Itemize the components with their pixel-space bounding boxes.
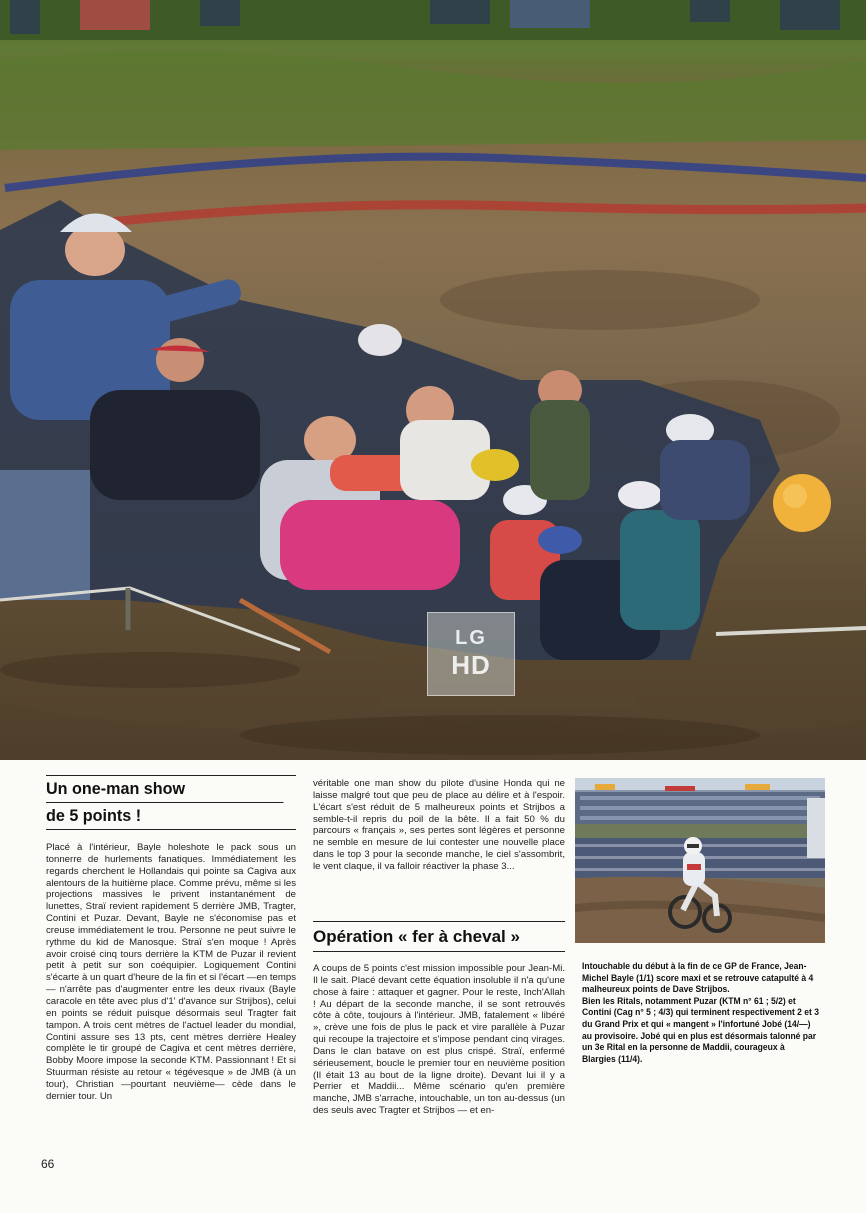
section1-title-line1: Un one-man show [46, 779, 186, 798]
photo-caption [582, 961, 820, 1065]
section1-continuation [313, 778, 565, 873]
watermark-line1: LG [455, 627, 487, 649]
section2-heading: Opération « fer à cheval » [313, 921, 565, 952]
watermark-logo [427, 612, 515, 696]
caption-paragraph-2: Bien les Ritals, notamment Puzar (KTM n° 61 ; 5/2) et Contini (Cag n° 5 ; 4/3) qui terminent respectivement 2 et 3 du Grand Prix et qui « mangent » l'infortuné Jobé (14/—) au provisoire. Jobé qui en plus est désormais talonné par un 3e Rital en la personne de Maddii, courageux à Blargies (11/4). [582, 995, 820, 1064]
section1-continuation-paragraph: véritable one man show du pilote d'usine Honda qui ne laisse malgré tout que peu de place au délire et à l'espoir. L'écart s'est réduit de 5 malheureux points et Strijbos a semble-t-il repris du poil de la bête. Il a fait 50 % du parcours « français », ses pertes sont légères et personne ne semble en mesure de lui contester une nouvelle place dans le top 3 pour la seconde manche, le ciel s'assombrit, le vent claque, il va falloir réactiver la phase 3... [313, 778, 565, 872]
watermark-line2: HD [451, 650, 491, 680]
section2-body [313, 963, 565, 1117]
caption-paragraph-1: Intouchable du début à la fin de ce GP de France, Jean-Michel Bayle (1/1) score maxi et se retrouve catapulté à 4 malheureux points de Dave Strijbos. [582, 961, 814, 995]
section1-title-line2: de 5 points ! [46, 802, 284, 829]
section2-paragraph: A coups de 5 points c'est mission impossible pour Jean-Mi. Il le sait. Placé devant cette équation insoluble il n'a qu'une chose à faire : attaquer et gagner. Pour le reste, Inch'Allah ! Au départ de la seconde manche, il se sont retrouvés côte à côte, toujours à l'intérieur. JMB, fatalement « libéré », crève une fois de plus le pack et vire parallèle à Puzar qui recoupe la trajectoire et s'impose pendant cinq virages. Dans le clan batave on est plus crispé. Straï, enfermé sérieusement, boucle le premier tour en neuvième position (Il était 13 au bout de la ligne droite). Devant lui il y a Perrier et Maddii... Même scénario qu'en première manche, JMB s'arrache, intouchable, un ton au-dessus (un des seuls avec Tragter et Strijbos — et en- [313, 963, 565, 1117]
section1-paragraph: Placé à l'intérieur, Bayle holeshote le pack sous un tonnerre de hurlements fanatiques. Immédiatement les regards cherchent le Hollandais qui pointe sa Cagiva aux alentours de la huitième place. Comme prévu, même si les projections massives le privent instantanément de lunettes, Straï revient rapidement 5 derrière JMB, Tragter, Contini et Puzar. Devant, Bayle ne s'économise pas et creuse immédiatement le trou. Personne ne peut suivre le rythme du kid de Manosque. Straï s'en moque ! Après avoir croisé cinq tours derrière la KTM de Puzar il revient petit à petit sur son coéquipier. Logiquement Contini s'écarte à un quart d'heure de la fin et si l'écart —en temps— n'arrête pas d'augmenter entre les deux rivaux (Bayle caracole en tête avec plus d'1' d'avance sur Strijbos), celui en points se réduit puisque désormais seul Tragter fait tampon. A trois cent mètres de l'actuel leader du mondial, Contini assure ses 13 pts, cent mètres derrière Healey complète le tir groupé de Cagiva et cent mètres derrière, Bobby Moore impose la seconde KTM. Passionnant ! Et si Stuurman résiste au retour « tégévesque » de JMB (à un tour), Christian —pourtant neuvième— cède dans le dernier tour. Un [46, 842, 296, 1102]
rider-photo [575, 778, 825, 943]
section1-body [46, 842, 296, 1103]
motocross-rider-illustration [575, 778, 825, 943]
page-number: 66 [41, 1157, 55, 1171]
section1-heading [46, 775, 296, 830]
